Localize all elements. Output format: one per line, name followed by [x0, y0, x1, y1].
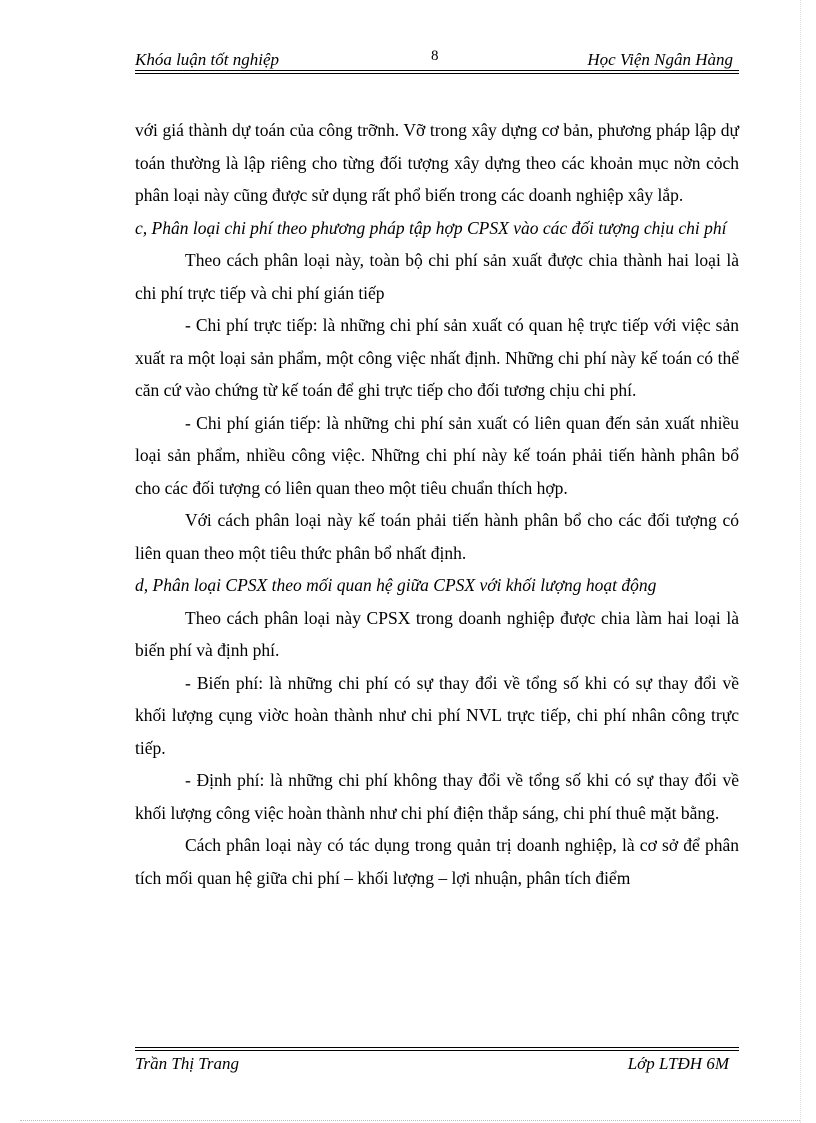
- body-paragraph: - Định phí: là những chi phí không thay đổi về tổng số khi có sự thay đổi về khối lượng công việc hoàn thành như chi phí điện thắp sáng, chi phí thuê mặt bằng.: [135, 770, 739, 823]
- body-paragraph: Theo cách phân loại này CPSX trong doanh nghiệp được chia làm hai loại là biến phí và định phí.: [135, 607, 739, 660]
- body-paragraph: - Biến phí: là những chi phí có sự thay đổi về tổng số khi có sự thay đổi về khối lượng cụng viờc hoàn thành như chi phí NVL trực tiếp, chi phí nhân công trực tiếp.: [135, 672, 739, 758]
- page-number: 8: [431, 48, 439, 64]
- header-institution: Học Viện Ngân Hàng: [587, 50, 733, 69]
- section-heading-c: c, Phân loại chi phí theo phương pháp tập hợp CPSX vào các đối tượng chịu chi phí: [135, 217, 727, 238]
- body-paragraph: - Chi phí trực tiếp: là những chi phí sản xuất có quan hệ trực tiếp với việc sản xuất ra một loại sản phẩm, một công việc nhất định. Những chi phí này kế toán có thể căn cứ vào chứng từ kế toán để ghi trực tiếp cho đối tương chịu chi phí.: [135, 315, 739, 400]
- header-rule-top: [135, 70, 739, 71]
- body-paragraph: với giá thành dự toán của công trỡnh. Vỡ trong xây dựng cơ bản, phương pháp lập dự toán thường là lập riêng cho từng đối tượng xây dựng theo các khoản mục nờn cỏch phân loại này cũng được sử dụng rất phổ biến trong các doanh nghiệp xây lắp.: [135, 120, 739, 205]
- page-body: [135, 114, 739, 894]
- body-paragraph: - Chi phí gián tiếp: là những chi phí sản xuất có liên quan đến sản xuất nhiều loại sản phẩm, nhiều công việc. Những chi phí này kế toán phải tiến hành phân bổ cho các đối tượng có liên quan theo một tiêu chuẩn thích hợp.: [135, 412, 739, 498]
- page-header: [135, 46, 739, 70]
- page-margin-dotted: [800, 0, 801, 1123]
- body-paragraph: Với cách phân loại này kế toán phải tiến hành phân bổ cho các đối tượng có liên quan theo một tiêu thức phân bổ nhất định.: [135, 510, 739, 563]
- section-heading-d: d, Phân loại CPSX theo mối quan hệ giữa CPSX với khối lượng hoạt động: [135, 575, 657, 595]
- body-paragraph: Theo cách phân loại này, toàn bộ chi phí sản xuất được chia thành hai loại là chi phí trực tiếp và chi phí gián tiếp: [135, 250, 739, 303]
- header-thesis-title: Khóa luận tốt nghiệp: [135, 50, 280, 69]
- footer-author: Trần Thị Trang: [135, 1054, 239, 1073]
- footer-rule-top: [135, 1047, 739, 1048]
- footer-rule-bottom: [135, 1050, 739, 1051]
- header-rule-bottom: [135, 73, 739, 74]
- page-boundary-dotted: [20, 1120, 800, 1121]
- body-paragraph: Cách phân loại này có tác dụng trong quản trị doanh nghiệp, là cơ sở để phân tích mối quan hệ giữa chi phí – khối lượng – lợi nhuận, phân tích điểm: [135, 835, 739, 888]
- footer-class: Lớp LTĐH 6M: [627, 1054, 729, 1073]
